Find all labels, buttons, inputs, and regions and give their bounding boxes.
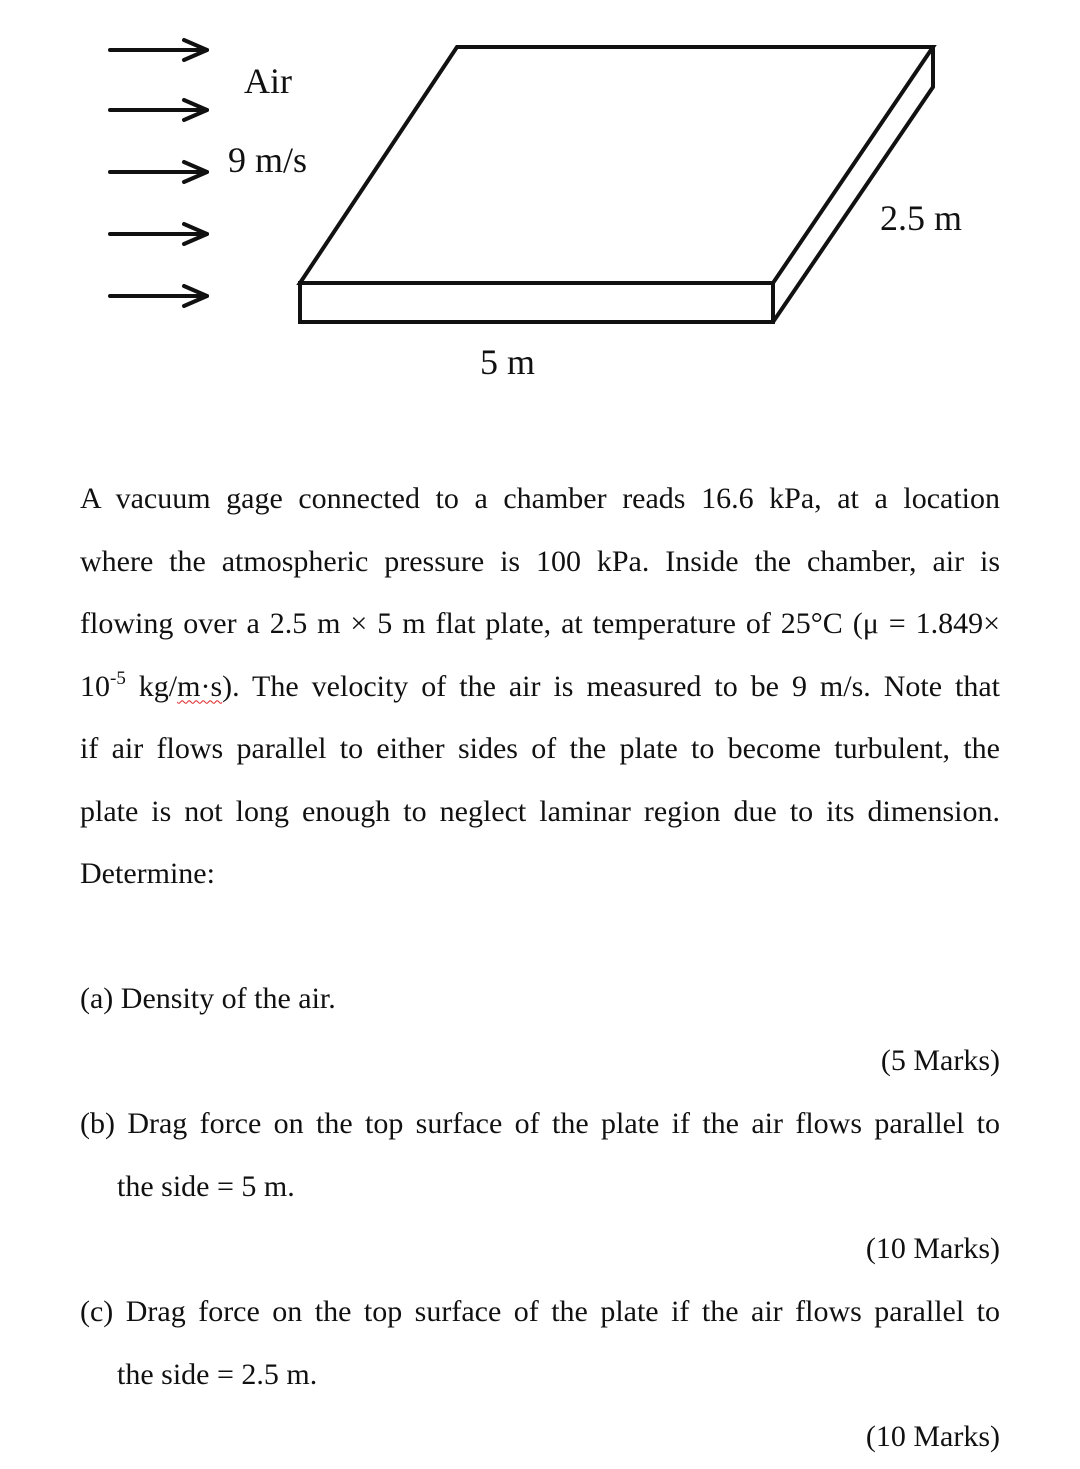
flat-plate xyxy=(300,47,933,322)
plate-side-edge xyxy=(773,47,933,322)
question-part-c xyxy=(80,1281,1000,1406)
problem-line: flowing over a 2.5 m × 5 m flat plate, at temperature of 25°C (μ = 1.849× xyxy=(80,607,1000,640)
flow-arrow xyxy=(110,286,207,306)
problem-statement xyxy=(80,468,1000,906)
marks-part-b: (10 Marks) xyxy=(865,1232,1000,1265)
flow-arrow xyxy=(110,100,207,120)
flow-arrow xyxy=(110,162,207,182)
problem-line: Determine: xyxy=(80,857,215,890)
question-part-a xyxy=(80,968,1000,1031)
problem-line: if air flows parallel to either sides of the plate to become turbulent, the xyxy=(80,732,1000,765)
question-part-c-text: (c) Drag force on the top surface of the plate if the air flows parallel to xyxy=(80,1295,1000,1328)
air-label: Air xyxy=(244,61,292,101)
plate-top-surface xyxy=(300,47,933,283)
viscosity-unit-denominator: m·s xyxy=(177,669,223,703)
problem-line-rest: ). The velocity of the air is measured to be 9 m/s. Note that xyxy=(222,669,1000,703)
viscosity-unit: kg/ xyxy=(125,669,178,703)
airflow-arrows xyxy=(110,40,207,306)
question-part-b-text: (b) Drag force on the top surface of the plate if the air flows parallel to xyxy=(80,1107,1000,1140)
viscosity-base: 10 xyxy=(80,669,110,703)
marks-part-c: (10 Marks) xyxy=(865,1420,1000,1453)
plate-front-edge xyxy=(300,283,773,322)
question-part-a-text: (a) Density of the air. xyxy=(80,982,336,1015)
question-part-b xyxy=(80,1093,1000,1218)
plate-width-label: 2.5 m xyxy=(880,198,963,238)
question-part-c-continuation: the side = 2.5 m. xyxy=(117,1357,318,1391)
problem-line: plate is not long enough to neglect laminar region due to its dimension. xyxy=(80,794,1000,828)
problem-line: where the atmospheric pressure is 100 kPa. Inside the chamber, air is xyxy=(80,544,1000,578)
plate-length-label: 5 m xyxy=(480,342,536,382)
flat-plate-diagram xyxy=(0,0,1080,400)
velocity-label: 9 m/s xyxy=(228,140,308,180)
flow-arrow xyxy=(110,40,207,60)
problem-line xyxy=(80,656,1000,719)
problem-line: A vacuum gage connected to a chamber reads 16.6 kPa, at a location xyxy=(80,482,1000,515)
question-part-b-continuation: the side = 5 m. xyxy=(117,1169,295,1203)
flow-arrow xyxy=(110,224,207,244)
viscosity-exponent: -5 xyxy=(110,667,126,689)
marks-part-a: (5 Marks) xyxy=(880,1044,1000,1077)
